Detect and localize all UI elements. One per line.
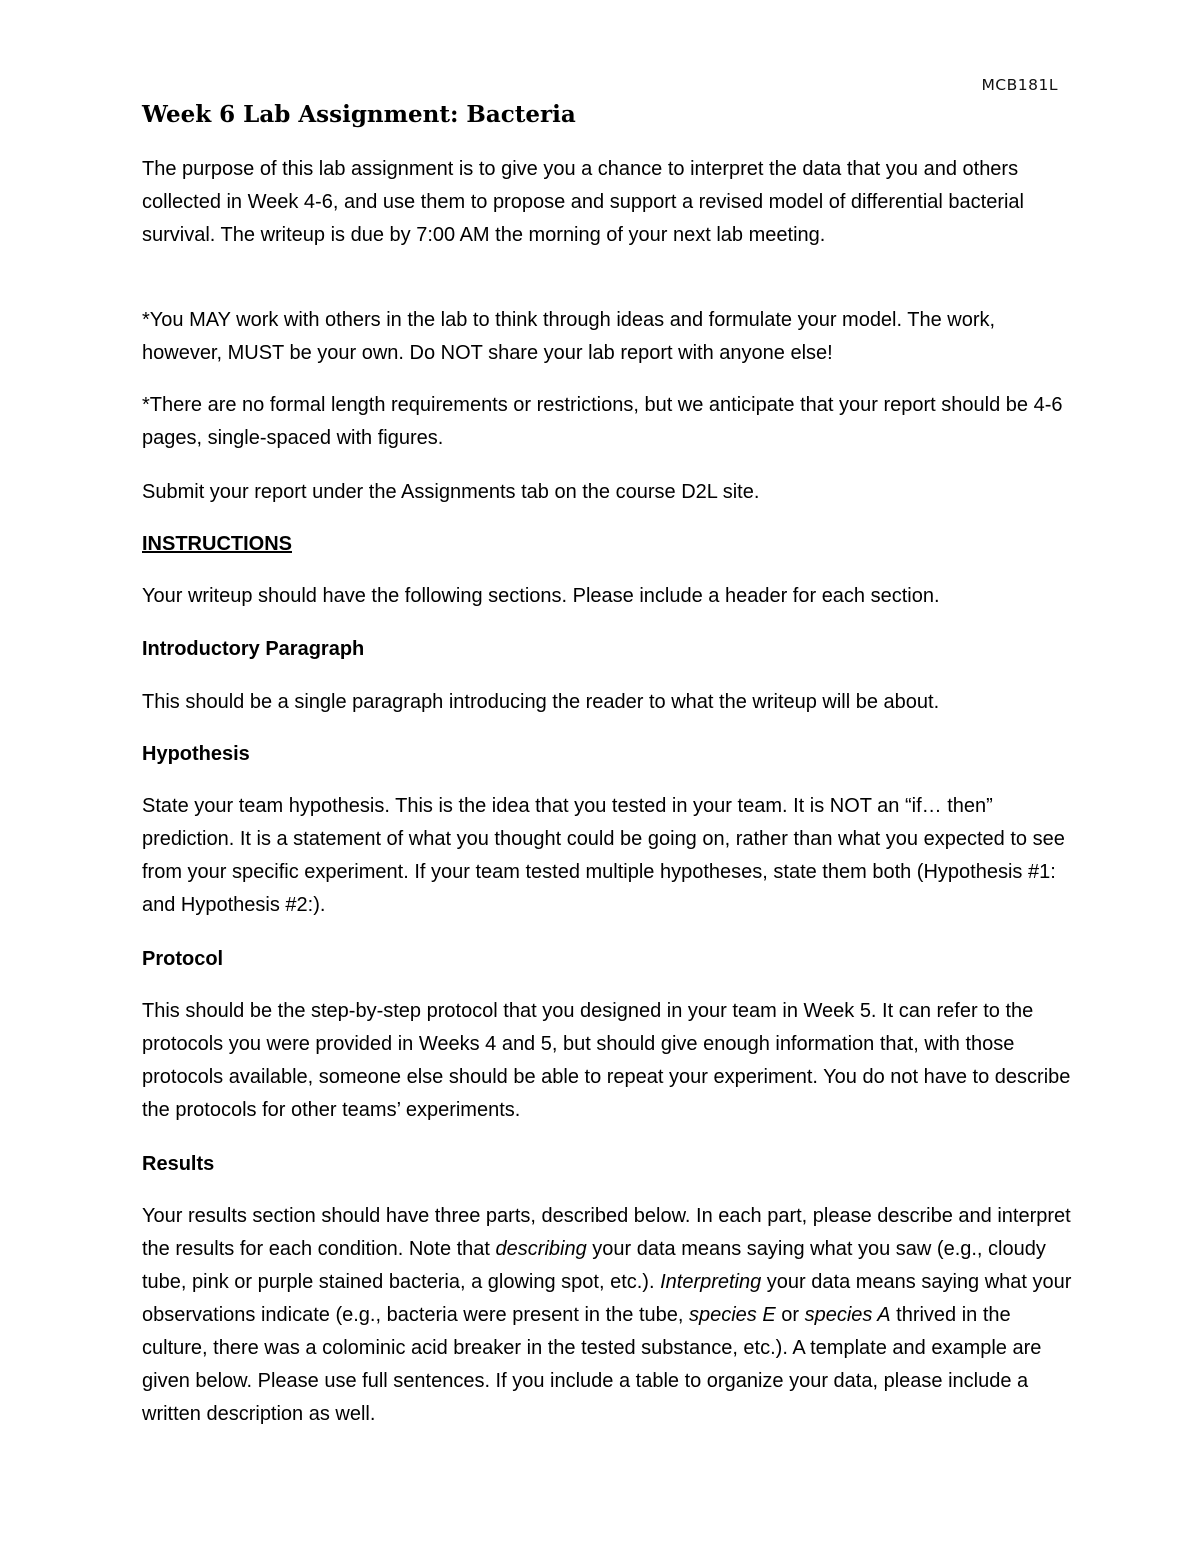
protocol-heading: Protocol: [142, 948, 224, 970]
purpose-paragraph: The purpose of this lab assignment is to give you a chance to interpret the data that you and others collected in Week 4-6, and use them to propose and support a revised model of differential bacterial survival. The writeup is due by 7:00 AM the morning of your next lab meeting.: [142, 158, 1025, 246]
hypothesis-heading: Hypothesis: [142, 743, 250, 765]
species-a-emphasis: species A: [804, 1304, 891, 1326]
species-e-emphasis: species E: [688, 1304, 776, 1326]
length-note: *There are no formal length requirements or restrictions, but we anticipate that your report should be 4-6 pages, single-spaced with figures.: [142, 394, 1063, 449]
protocol-text: This should be the step-by-step protocol that you designed in your team in Week 5. It can refer to the protocols you were provided in Weeks 4 and 5, but should give enough information that, with those protocols available, someone else should be able to repeat your experiment. You do not have to describe the protocols for other teams’ experiments.: [142, 1000, 1071, 1121]
instructions-heading: INSTRUCTIONS: [142, 533, 292, 555]
instructions-text: Your writeup should have the following sections. Please include a header for each section.: [142, 585, 940, 607]
document-title: Week 6 Lab Assignment: Bacteria: [142, 101, 576, 128]
submit-note: Submit your report under the Assignments tab on the course D2L site.: [142, 481, 760, 503]
interpreting-emphasis: Interpreting: [660, 1271, 762, 1293]
collaboration-note: *You MAY work with others in the lab to think through ideas and formulate your model. The work, however, MUST be your own. Do NOT share your lab report with anyone else!: [142, 309, 996, 364]
results-text: Your results section should have three parts, described below. In each part, please describe and interpret the results for each condition. Note that describing your data means saying what you saw (e.g., cloudy tube, pink or purple stained bacteria, a glowing spot, etc.). Interpreting your data means saying what your observations indicate (e.g., bacteria were present in the tube, species E or species A thrived in the culture, there was a colominic acid breaker in the tested substance, etc.). A template and example are given below. Please use full sentences. If you include a table to organize your data, please include a written description as well.: [142, 1205, 1072, 1425]
intro-paragraph-heading: Introductory Paragraph: [142, 638, 365, 660]
intro-paragraph-text: This should be a single paragraph introducing the reader to what the writeup will be about.: [142, 691, 940, 713]
hypothesis-text: State your team hypothesis. This is the idea that you tested in your team. It is NOT an “if… then” prediction. It is a statement of what you thought could be going on, rather than what you expected to see from your specific experiment. If your team tested multiple hypotheses, state them both (Hypothesis #1: and Hypothesis #2:).: [142, 795, 1065, 916]
course-code: MCB181L: [981, 76, 1058, 94]
results-heading: Results: [142, 1153, 215, 1175]
describing-emphasis: describing: [495, 1238, 587, 1260]
